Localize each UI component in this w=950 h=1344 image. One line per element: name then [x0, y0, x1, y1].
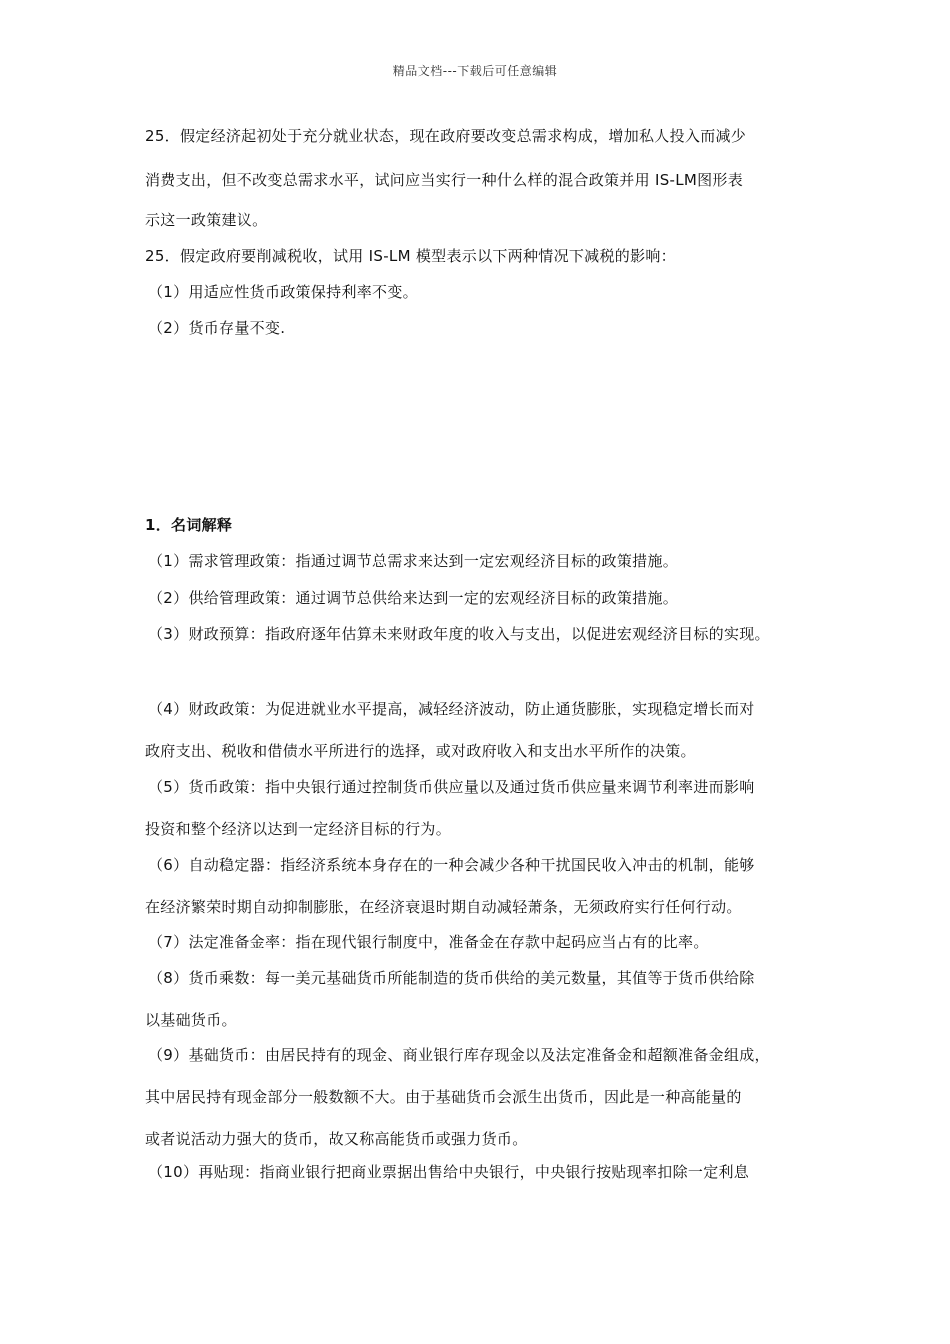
question-25a-line-1: 25．假定经济起初处于充分就业状态，现在政府要改变总需求构成，增加私人投入而减少	[145, 127, 747, 145]
definition-3: （3）财政预算：指政府逐年估算未来财政年度的收入与支出，以促进宏观经济目标的实现。	[148, 625, 770, 643]
definition-9-line-2: 其中居民持有现金部分一般数额不大。由于基础货币会派生出货币，因此是一种高能量的	[145, 1088, 742, 1106]
question-25b-item-2: （2）货币存量不变.	[148, 319, 286, 337]
question-25a-line-2: 消费支出，但不改变总需求水平，试问应当实行一种什么样的混合政策并用 IS-LM图形表	[145, 171, 744, 189]
definition-9-line-3: 或者说活动力强大的货币，故又称高能货币或强力货币。	[145, 1130, 528, 1148]
definition-10-line-1: （10）再贴现：指商业银行把商业票据出售给中央银行，中央银行按贴现率扣除一定利息	[148, 1163, 750, 1181]
definition-8-line-2: 以基础货币。	[145, 1011, 237, 1029]
question-25b-line-1: 25．假定政府要削减税收，试用 IS-LM 模型表示以下两种情况下减税的影响：	[145, 247, 676, 265]
definition-5-line-1: （5）货币政策：指中央银行通过控制货币供应量以及通过货币供应量来调节利率进而影响	[148, 778, 755, 796]
question-25a-line-3: 示这一政策建议。	[145, 211, 268, 229]
definition-1: （1）需求管理政策：指通过调节总需求来达到一定宏观经济目标的政策措施。	[148, 552, 679, 570]
definition-4-line-1: （4）财政政策：为促进就业水平提高，减轻经济波动，防止通货膨胀，实现稳定增长而对	[148, 700, 755, 718]
definition-7: （7）法定准备金率：指在现代银行制度中，准备金在存款中起码应当占有的比率。	[148, 933, 709, 951]
definition-4-line-2: 政府支出、税收和借债水平所进行的选择，或对政府收入和支出水平所作的决策。	[145, 742, 696, 760]
definition-2: （2）供给管理政策：通过调节总供给来达到一定的宏观经济目标的政策措施。	[148, 589, 679, 607]
definition-9-line-1: （9）基础货币：由居民持有的现金、商业银行库存现金以及法定准备金和超额准备金组成，	[148, 1046, 770, 1064]
section-title: 1．名词解释	[145, 516, 233, 534]
definition-6-line-1: （6）自动稳定器：指经济系统本身存在的一种会减少各种干扰国民收入冲击的机制，能够	[148, 856, 755, 874]
page-header: 精品文档---下载后可任意编辑	[392, 64, 558, 78]
definition-8-line-1: （8）货币乘数：每一美元基础货币所能制造的货币供给的美元数量，其值等于货币供给除	[148, 969, 755, 987]
definition-6-line-2: 在经济繁荣时期自动抑制膨胀，在经济衰退时期自动减轻萧条，无须政府实行任何行动。	[145, 898, 742, 916]
definition-5-line-2: 投资和整个经济以达到一定经济目标的行为。	[145, 820, 452, 838]
question-25b-item-1: （1）用适应性货币政策保持利率不变。	[148, 283, 418, 301]
